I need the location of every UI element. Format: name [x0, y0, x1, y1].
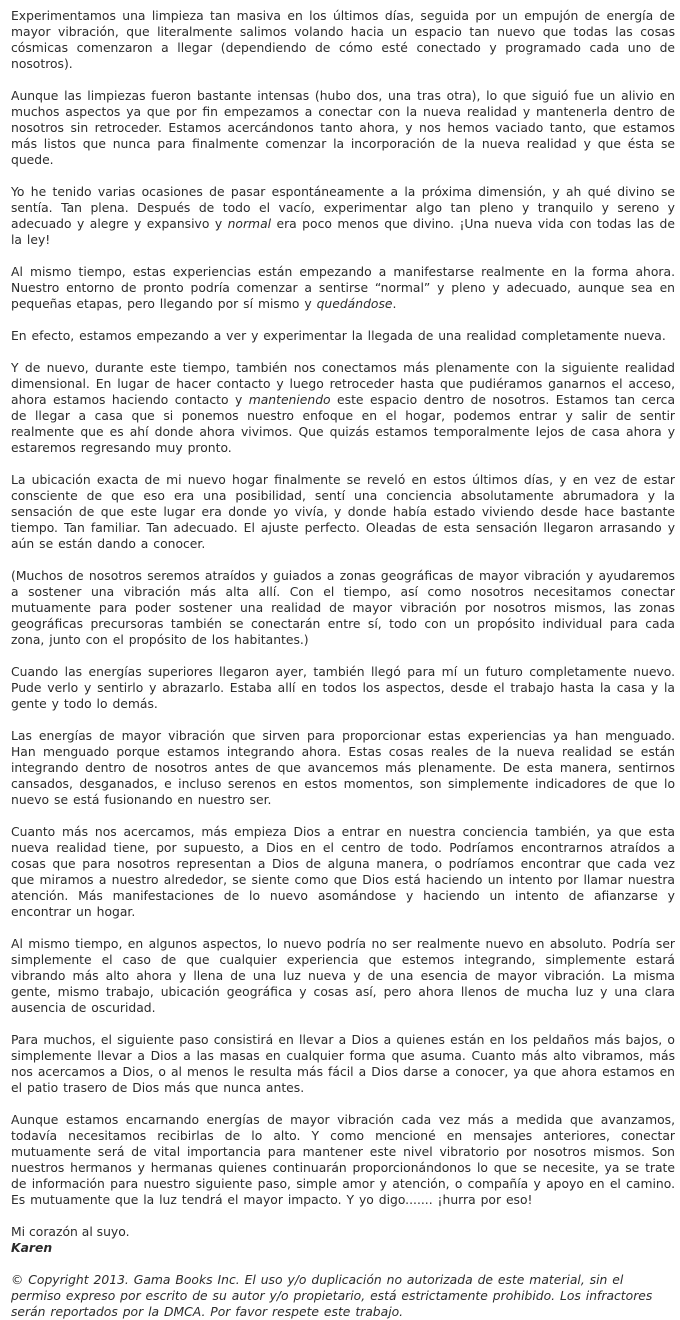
paragraph-6: Y de nuevo, durante este tiempo, también nos conectamos más plenamente con la siguiente realidad dimensional. En lugar de hacer contacto y luego retroceder hasta que pudiéramos ganarnos el acceso, ahora estamos haciendo contacto y manteniendo este espacio dentro de nosotros. Estamos tan cerca de llegar a casa que si ponemos nuestro enfoque en el hogar, podemos entrar y salir de sentir realmente que es ahí donde ahora vivimos. Que quizás estamos temporalmente lejos de casa ahora y estaremos regresando muy pronto.	[11, 361, 676, 455]
closing-line: Mi corazón al suyo.	[11, 1225, 130, 1239]
paragraph-7: La ubicación exacta de mi nuevo hogar finalmente se reveló en estos últimos días, y en vez de estar consciente de que eso era una posibilidad, sentí una conciencia absolutamente abrumadora y la sensación de que este lugar era donde yo vivía, y donde había estado viviendo desde hace bastante tiempo. Tan familiar. Tan adecuado. El ajuste perfecto. Oleadas de esta sensación llegaron arrasando y aún se están dando a conocer.	[11, 473, 675, 551]
paragraph-14: Aunque estamos encarnando energías de mayor vibración cada vez más a medida que avanzamos, todavía necesitamos recibirlas de lo alto. Y como mencioné en mensajes anteriores, conectar mutuamente será de vital importancia para mantener este nivel vibratorio por nosotros mismos. Son nuestros hermanos y hermanas quienes continuarán proporcionándonos lo que se necesite, ya se trate de información para nuestro siguiente paso, simple amor y atención, o compañía y apoyo en el camino. Es mutuamente que la luz tendrá el mayor impacto. Y yo digo....... ¡hurra por eso!	[11, 1113, 675, 1207]
paragraph-2: Aunque las limpiezas fueron bastante intensas (hubo dos, una tras otra), lo que siguió fue un alivio en muchos aspectos ya que por fin empezamos a conectar con la nueva realidad y mantenerla dentro de nosotros sin retroceder. Estamos acercándonos tanto ahora, y nos hemos vaciado tanto, que estamos más listos que nunca para finalmente comenzar la incorporación de la nueva realidad y que ésta se quede.	[11, 89, 675, 167]
paragraph-8: (Muchos de nosotros seremos atraídos y guiados a zonas geográficas de mayor vibración y ayudaremos a sostener una vibración más alta allí. Con el tiempo, así como nosotros necesitamos conectar mutuamente para poder sostener una realidad de mayor vibración por nosotros mismos, las zonas geográficas precursoras también se conectarán entre sí, todo con un propósito individual para cada zona, junto con el propósito de los habitantes.)	[11, 569, 675, 647]
paragraph-12: Al mismo tiempo, en algunos aspectos, lo nuevo podría no ser realmente nuevo en absoluto. Podría ser simplemente el caso de que cualquier experiencia que estemos integrando, simplemente estará vibrando más alto ahora y llena de una luz nueva y de una esencia de mayor vibración. La misma gente, mismo trabajo, ubicación geográfica y cosas así, pero ahora llenos de mucha luz y una clara ausencia de oscuridad.	[11, 937, 675, 1015]
paragraph-9: Cuando las energías superiores llegaron ayer, también llegó para mí un futuro completamente nuevo. Pude verlo y sentirlo y abrazarlo. Estaba allí en todos los aspectos, desde el trabajo hasta la casa y la gente y todo lo demás.	[11, 665, 675, 711]
emphasis-word: quedándose	[316, 297, 393, 311]
signoff	[11, 1224, 675, 1256]
paragraph-3: Yo he tenido varias ocasiones de pasar espontáneamente a la próxima dimensión, y ah qué divino se sentía. Tan plena. Después de todo el vacío, experimentar algo tan pleno y tranquilo y sereno y adecuado y alegre y expansivo y normal era poco menos que divino. ¡Una nueva vida con todas las de la ley!	[11, 185, 675, 247]
copyright-notice: © Copyright 2013. Gama Books Inc. El uso y/o duplicación no autorizada de este material, sin el permiso expreso por escrito de su autor y/o propietario, está estrictamente prohibido. Los infractores serán reportados por la DMCA. Por favor respete este trabajo.	[11, 1273, 653, 1319]
paragraph-10: Las energías de mayor vibración que sirven para proporcionar estas experiencias ya han menguado. Han menguado porque estamos integrando ahora. Estas cosas reales de la nueva realidad se están integrando dentro de nosotros antes de que avancemos más plenamente. De esta manera, sentirnos cansados, desganados, e incluso serenos en estos momentos, son simplemente indicadores de que lo nuevo se está fusionando en nuestro ser.	[11, 729, 675, 807]
emphasis-word: normal	[227, 217, 272, 231]
author-name: Karen	[11, 1241, 53, 1255]
paragraph-1: Experimentamos una limpieza tan masiva en los últimos días, seguida por un empujón de energía de mayor vibración, que literalmente salimos volando hacia un espacio tan nuevo que todas las cosas cósmicas comenzaron a llegar (dependiendo de cómo esté conectado y programado cada uno de nosotros).	[11, 9, 675, 71]
paragraph-13: Para muchos, el siguiente paso consistirá en llevar a Dios a quienes están en los peldaños más bajos, o simplemente llevar a Dios a las masas en cualquier forma que asuma. Cuanto más alto vibramos, más nos acercamos a Dios, o al menos le resulta más fácil a Dios darse a conocer, ya que ahora estamos en el patio trasero de Dios más que nunca antes.	[11, 1033, 675, 1095]
article-body	[11, 8, 675, 1320]
paragraph-4: Al mismo tiempo, estas experiencias están empezando a manifestarse realmente en la forma ahora. Nuestro entorno de pronto podría comenzar a sentirse “normal” y pleno y adecuado, aunque sea en pequeñas etapas, pero llegando por sí mismo y quedándose.	[11, 265, 675, 311]
emphasis-word: manteniendo	[248, 393, 331, 407]
paragraph-11: Cuanto más nos acercamos, más empieza Dios a entrar en nuestra conciencia también, ya que esta nueva realidad tiene, por supuesto, a Dios en el centro de todo. Podríamos encontrarnos atraídos a cosas que para nosotros representan a Dios de alguna manera, o podríamos encontrar que cada vez que miramos a nuestro alrededor, se siente como que Dios está haciendo un intento por llamar nuestra atención. Más manifestaciones de lo nuevo asomándose y haciendo un intento de afianzarse y encontrar un hogar.	[11, 825, 675, 919]
paragraph-5: En efecto, estamos empezando a ver y experimentar la llegada de una realidad completamente nueva.	[11, 329, 666, 343]
